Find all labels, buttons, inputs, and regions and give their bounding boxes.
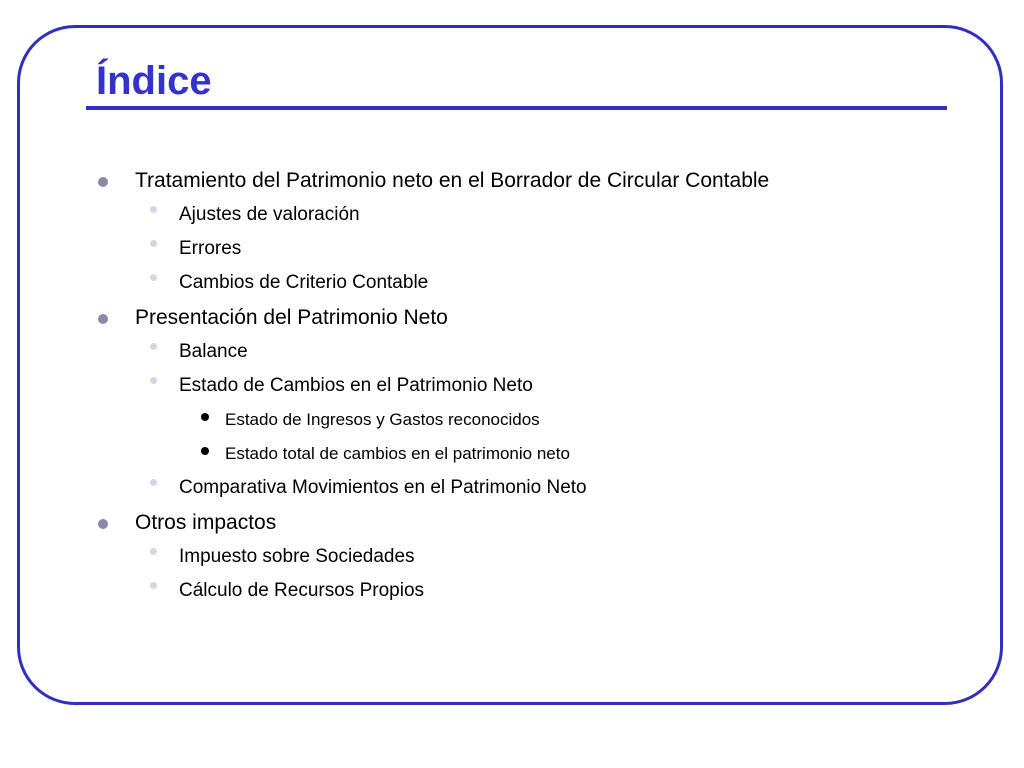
bullet-text: Otros impactos [135,511,277,534]
slide-title: Índice [96,59,212,103]
bullet-text: Estado total de cambios en el patrimonio neto [225,444,570,463]
bullet-text: Cálculo de Recursos Propios [179,580,425,601]
bullet-item-level-1 [0,505,1024,540]
bullet-dot-icon [98,519,108,529]
bullet-item-level-2 [0,335,1024,369]
bullet-text: Errores [179,238,242,259]
bullet-dot-icon [98,177,108,187]
bullet-item-level-3 [0,437,1024,471]
bullet-item-level-2 [0,266,1024,300]
bullet-text: Ajustes de valoración [179,204,360,225]
title-underline [86,106,947,110]
bullet-text: Cambios de Criterio Contable [179,272,429,293]
sub-sub-bullet-dot-icon [201,447,209,455]
sub-bullet-dot-icon [150,343,157,350]
sub-sub-bullet-dot-icon [201,413,209,421]
bullet-item-level-3 [0,403,1024,437]
bullet-item-level-2 [0,232,1024,266]
bullet-text: Comparativa Movimientos en el Patrimonio Neto [179,477,587,498]
bullet-text: Impuesto sobre Sociedades [179,546,415,567]
bullet-item-level-2 [0,471,1024,505]
sub-bullet-dot-icon [150,274,157,281]
bullet-item-level-1 [0,300,1024,335]
bullet-text: Estado de Cambios en el Patrimonio Neto [179,375,533,396]
bullet-text: Tratamiento del Patrimonio neto en el Borrador de Circular Contable [135,169,770,192]
bullet-item-level-2 [0,369,1024,403]
bullet-text: Estado de Ingresos y Gastos reconocidos [225,410,540,429]
sub-bullet-dot-icon [150,582,157,589]
bullet-text: Presentación del Patrimonio Neto [135,306,448,329]
bullet-item-level-2 [0,574,1024,608]
bullet-list [0,163,1024,608]
sub-bullet-dot-icon [150,206,157,213]
bullet-text: Balance [179,341,248,362]
sub-bullet-dot-icon [150,548,157,555]
sub-bullet-dot-icon [150,377,157,384]
bullet-item-level-1 [0,163,1024,198]
sub-bullet-dot-icon [150,240,157,247]
sub-bullet-dot-icon [150,479,157,486]
bullet-item-level-2 [0,540,1024,574]
bullet-item-level-2 [0,198,1024,232]
bullet-dot-icon [98,314,108,324]
